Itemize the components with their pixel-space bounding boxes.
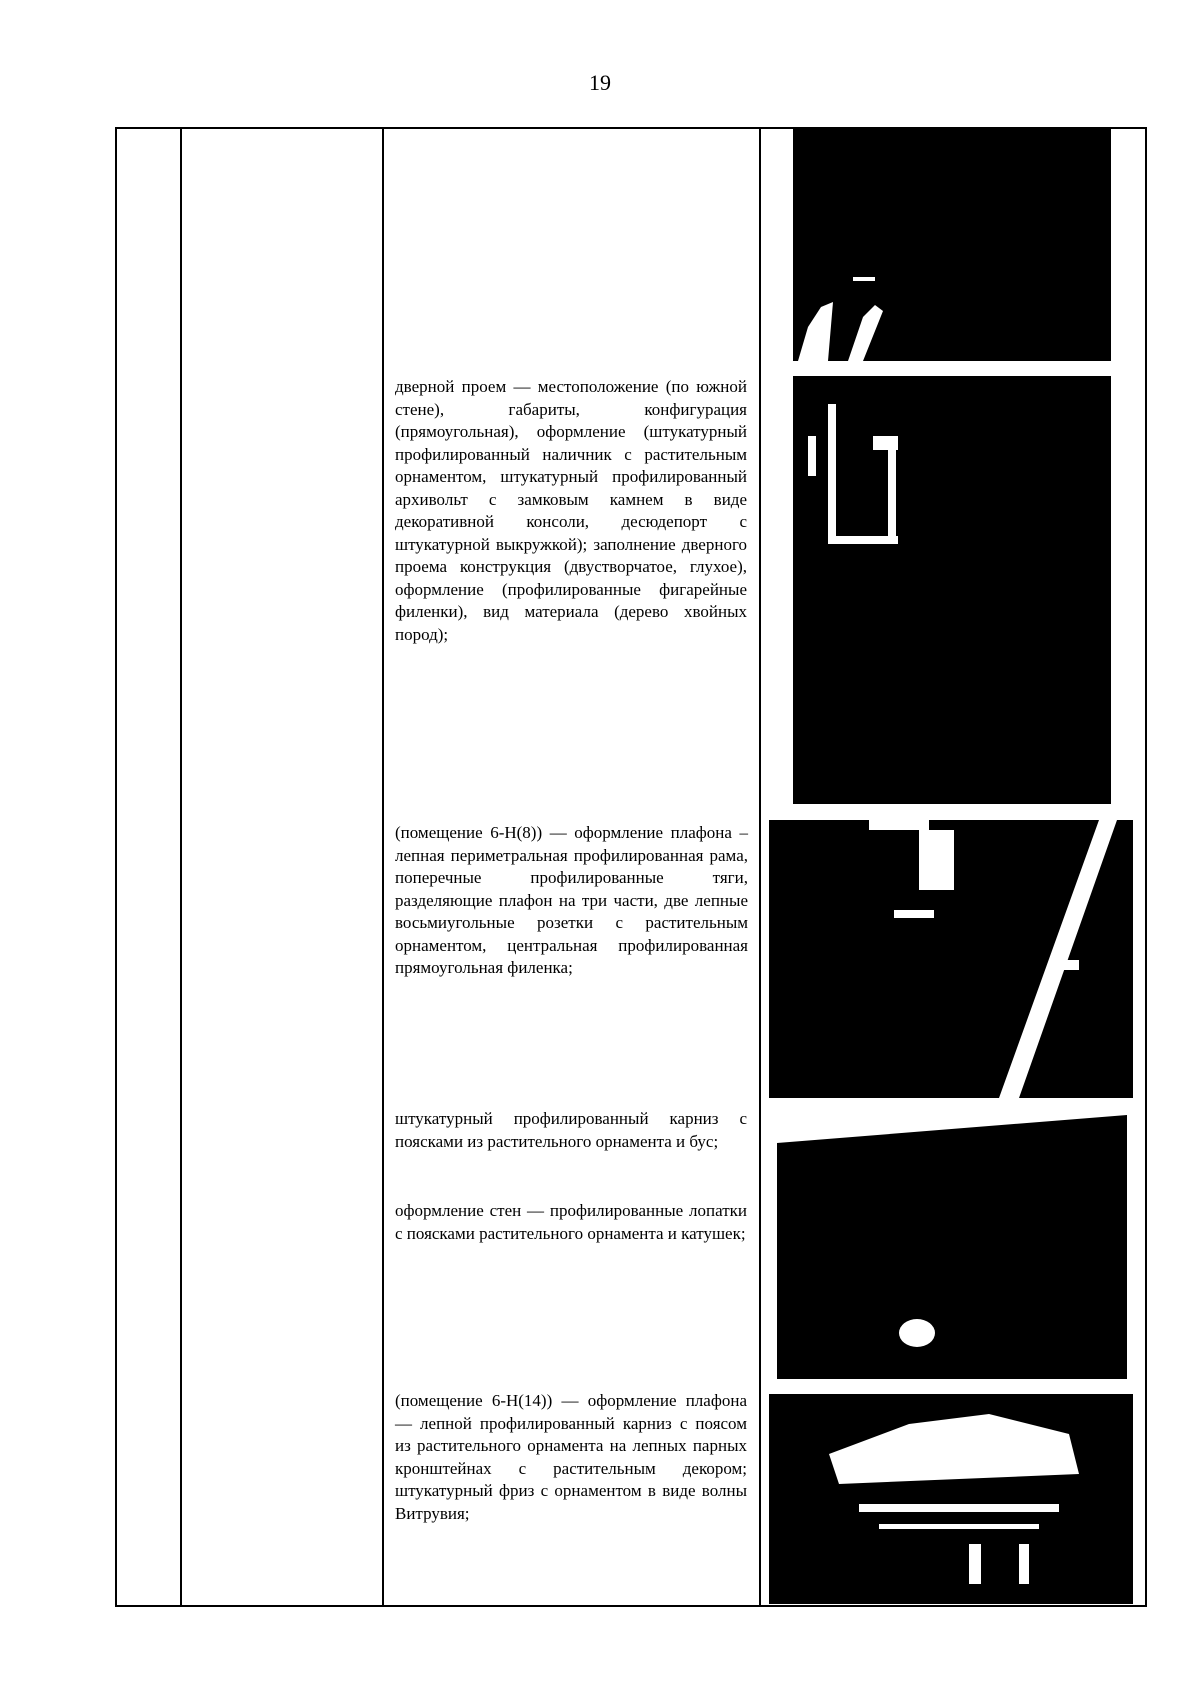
photo-3-ceiling-6n8 <box>769 820 1133 1098</box>
description-room-6n8-ceiling: (помещение 6-Н(8)) — оформление плафона – лепная периметральная профилированная рама, поперечные профилированные тяги, разделяющие плафон на три части, две лепные восьмиугольные розетки с растительным орнаментом, центральная профилированная прямоугольная филенка; <box>395 823 748 977</box>
photo-2-doorway <box>793 376 1111 804</box>
photo-5-ceiling-6n14 <box>769 1394 1133 1604</box>
description-walls: оформление стен — профилированные лопатки с поясками растительного орнамента и катушек; <box>395 1201 747 1243</box>
photo-1-top <box>793 127 1111 361</box>
photo-4-cornice <box>777 1113 1127 1379</box>
description-room-6n14-ceiling: (помещение 6-Н(14)) — оформление плафона — лепной профилированный карниз с поясом из растительного орнамента на лепных парных кронштейнах с растительным декором; штукатурный фриз с орнаментом в виде волны Витрувия; <box>395 1391 747 1523</box>
column-divider-2 <box>382 129 384 1605</box>
column-divider-3 <box>759 129 761 1605</box>
column-divider-1 <box>180 129 182 1605</box>
description-cornice: штукатурный профилированный карниз с поясками из растительного орнамента и бус; <box>395 1109 747 1151</box>
page-number: 19 <box>589 70 611 95</box>
description-doorway: дверной проем — местоположение (по южной стене), габариты, конфигурация (прямоугольная), оформление (штукатурный профилированный наличник с растительным орнаментом, штукатурный профилированный архивольт с замковым камнем в виде декоративной консоли, десюдепорт с штукатурной выкружкой); заполнение дверного проема конструкция (двустворчатое, глухое), оформление (профилированные фигарейные филенки), вид материала (дерево хвойных пород); <box>395 377 747 644</box>
